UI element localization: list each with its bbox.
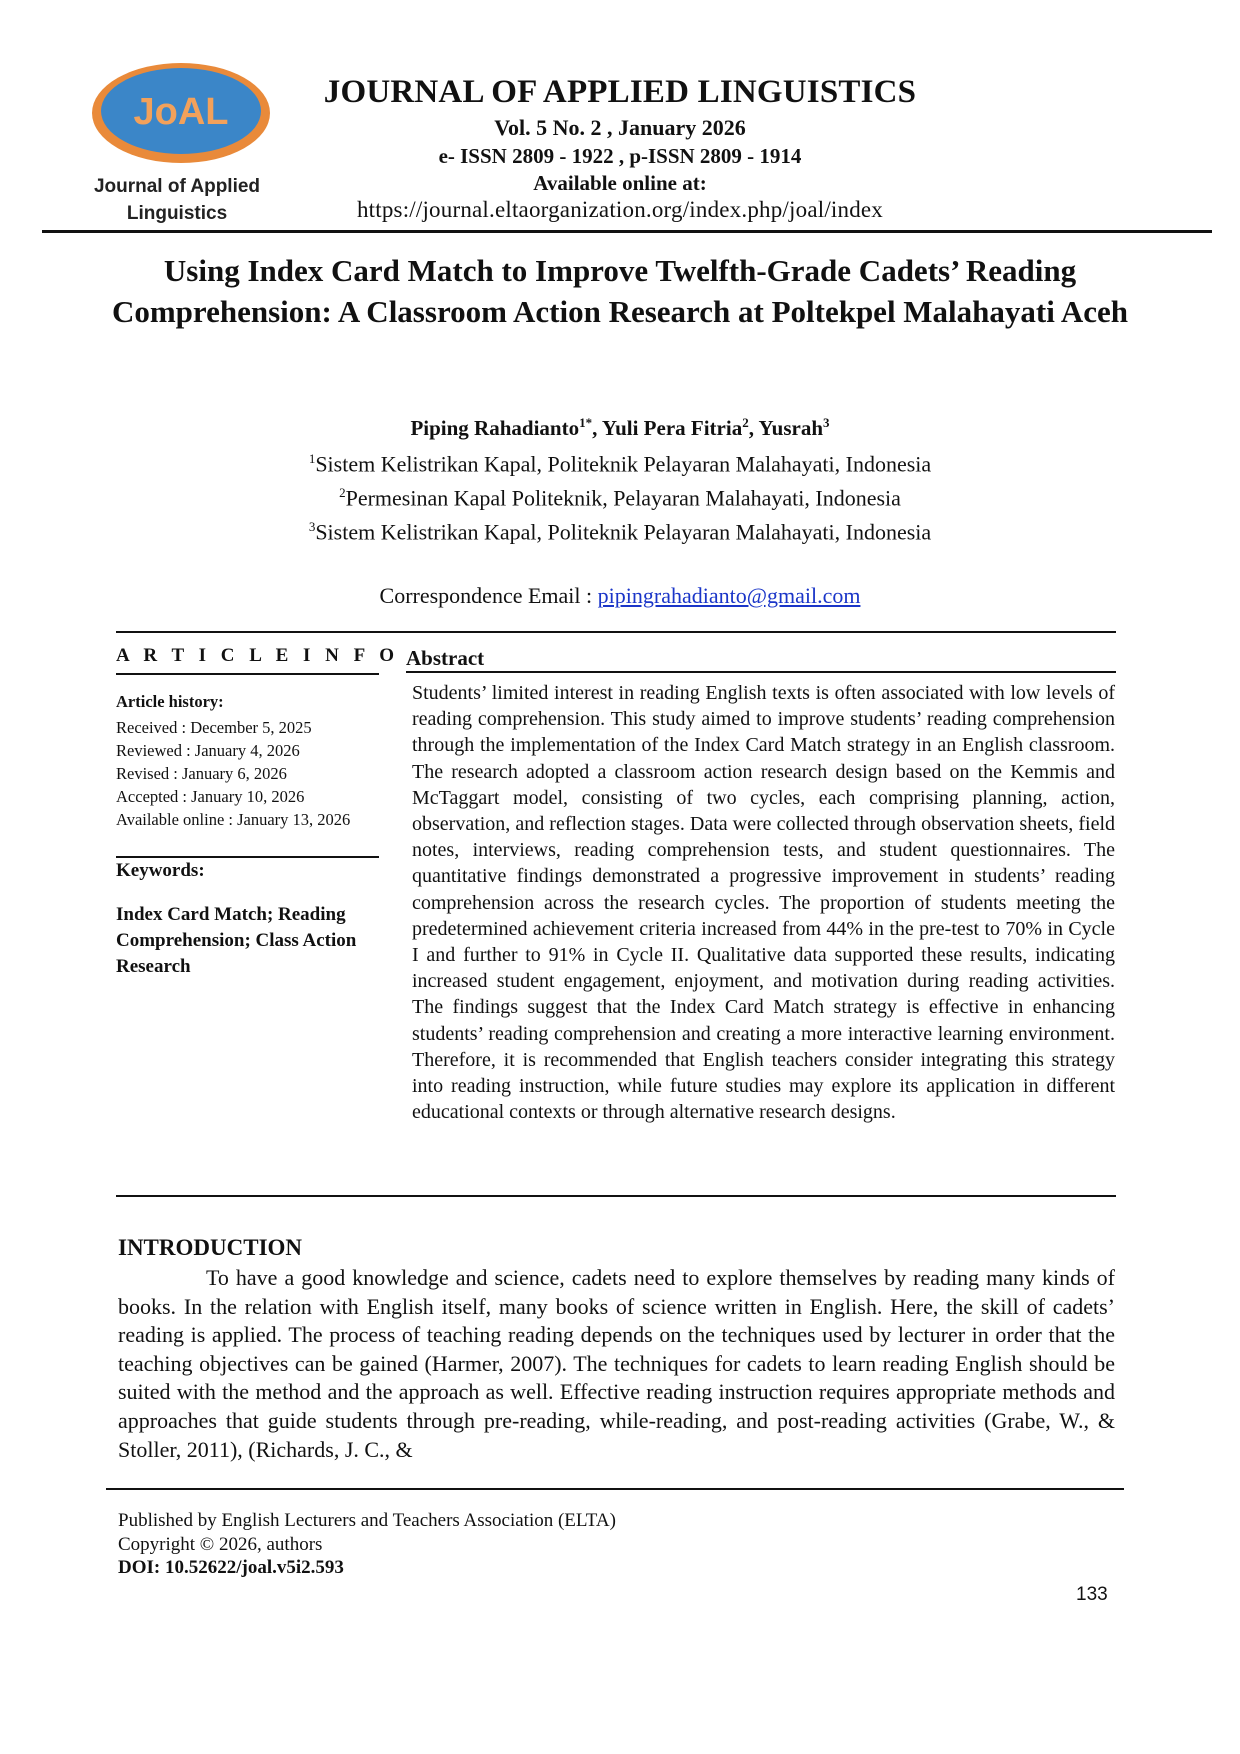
author-name: Yuli Pera Fitria <box>601 416 743 440</box>
affiliation <box>110 485 1130 511</box>
footer-publisher: Published by English Lecturers and Teachers Association (ELTA) <box>118 1510 616 1531</box>
introduction-text: To have a good knowledge and science, cadets need to explore themselves by reading many kinds of books. In the relation with English itself, many books of science written in English. Here, the skill of cadets’ reading is applied. The process of teaching reading depends on the techniques used by lecturer in order that the teaching objectives can be gained (Harmer, 2007). The techniques for cadets to learn reading English should be suited with the method and the approach as well. Effective reading instruction requires appropriate methods and approaches that guide students through pre-reading, while-reading, and post-reading activities (Grabe, W., & Stoller, 2011), (Richards, J. C., & <box>118 1265 1115 1462</box>
footer-copyright: Copyright © 2026, authors <box>118 1534 323 1555</box>
history-item: Accepted : January 10, 2026 <box>116 787 305 806</box>
author-name: Yusrah <box>758 416 824 440</box>
abstract-heading: Abstract <box>406 646 485 670</box>
affiliation-sup: 1 <box>308 451 316 466</box>
journal-available-label: Available online at: <box>533 171 707 195</box>
abstract-rule <box>406 671 1116 673</box>
affiliation-text: Sistem Kelistrikan Kapal, Politeknik Pelayaran Malahayati, Indonesia <box>315 519 932 545</box>
logo-caption-line-1: Journal of Applied <box>93 176 261 197</box>
author-sup: 2 <box>742 415 749 430</box>
journal-issn: e- ISSN 2809 - 1922 , p-ISSN 2809 - 1914 <box>438 144 802 168</box>
history-item: Received : December 5, 2025 <box>116 718 312 737</box>
affiliation-text: Permesinan Kapal Politeknik, Pelayaran Malahayati, Indonesia <box>345 485 901 511</box>
journal-url[interactable]: https://journal.eltaorganization.org/index.php/joal/index <box>356 197 884 222</box>
keywords: Index Card Match; Reading Comprehension; Class Action Research <box>116 904 357 977</box>
history-item: Available online : January 13, 2026 <box>116 810 351 829</box>
abstract-text: Students’ limited interest in reading English texts is often associated with low levels of reading comprehension. This study aimed to improve students’ reading comprehension through the implementation of the Index Card Match strategy in an English classroom. The research adopted a classroom action research design based on the Kemmis and McTaggart model, consisting of two cycles, each comprising planning, action, observation, and reflection stages. Data were collected through observation sheets, field notes, interviews, reading comprehension tests, and student questionnaires. The quantitative findings demonstrated a progressive improvement in students’ reading comprehension across the research cycles. The proportion of students meeting the predetermined achievement criteria increased from 44% in the pre-test to 70% in Cycle I and further to 91% in Cycle II. Qualitative data supported these results, indicating increased student engagement, enjoyment, and motivation during reading activities. The findings suggest that the Index Card Match strategy is effective in enhancing students’ reading comprehension and creating a more interactive learning environment. Therefore, it is recommended that English teachers consider integrating this strategy into reading instruction, while future studies may explore its application in different educational contexts or through alternative research designs. <box>412 682 1115 1124</box>
correspondence <box>110 583 1130 609</box>
affiliation-text: Sistem Kelistrikan Kapal, Politeknik Pelayaran Malahayati, Indonesia <box>315 451 932 477</box>
logo-text: JoAL <box>133 91 229 133</box>
correspondence-email-link[interactable]: pipingrahadianto@gmail.com <box>597 583 861 608</box>
article-info-bottom-rule <box>116 1195 1116 1197</box>
logo-caption-line-2: Linguistics <box>126 203 228 224</box>
author-name: Piping Rahadianto <box>410 416 580 440</box>
journal-logo <box>89 60 273 166</box>
correspondence-label: Correspondence Email : <box>379 583 598 608</box>
affiliation-sup: 3 <box>308 519 316 534</box>
introduction-heading: INTRODUCTION <box>118 1235 303 1260</box>
article-info-top-rule <box>116 631 1116 633</box>
history-item: Reviewed : January 4, 2026 <box>116 741 300 760</box>
journal-volume: Vol. 5 No. 2 , January 2026 <box>494 115 746 140</box>
keywords-heading: Keywords: <box>116 860 205 881</box>
footer-rule <box>106 1488 1124 1490</box>
keywords-rule <box>116 856 379 858</box>
article-info-rule <box>116 673 379 675</box>
paper-title: Using Index Card Match to Improve Twelfth-Grade Cadets’ Reading Comprehension: A Classroom Action Research at Poltekpel Malahayati Aceh <box>111 253 1129 329</box>
affiliation-sup: 2 <box>339 485 346 500</box>
footer-doi: DOI: 10.52622/joal.v5i2.593 <box>118 1557 344 1578</box>
page-number: 133 <box>1076 1584 1108 1605</box>
author-list: Piping Rahadianto$^{1*}$, Yuli Pera Fitria$^2$, Yusrah$^3$ <box>410 415 830 440</box>
author-sup: 1* <box>579 415 593 430</box>
article-history-heading: Article history: <box>116 692 224 711</box>
header-divider <box>42 230 1212 233</box>
article-info-heading: A R T I C L E I N F O <box>116 645 400 666</box>
author-sup: 3 <box>823 415 830 430</box>
history-item: Revised : January 6, 2026 <box>116 764 287 783</box>
affiliation <box>110 451 1130 477</box>
logo-caption <box>72 173 282 227</box>
affiliation <box>110 519 1130 545</box>
journal-title: JOURNAL OF APPLIED LINGUISTICS <box>323 74 917 110</box>
